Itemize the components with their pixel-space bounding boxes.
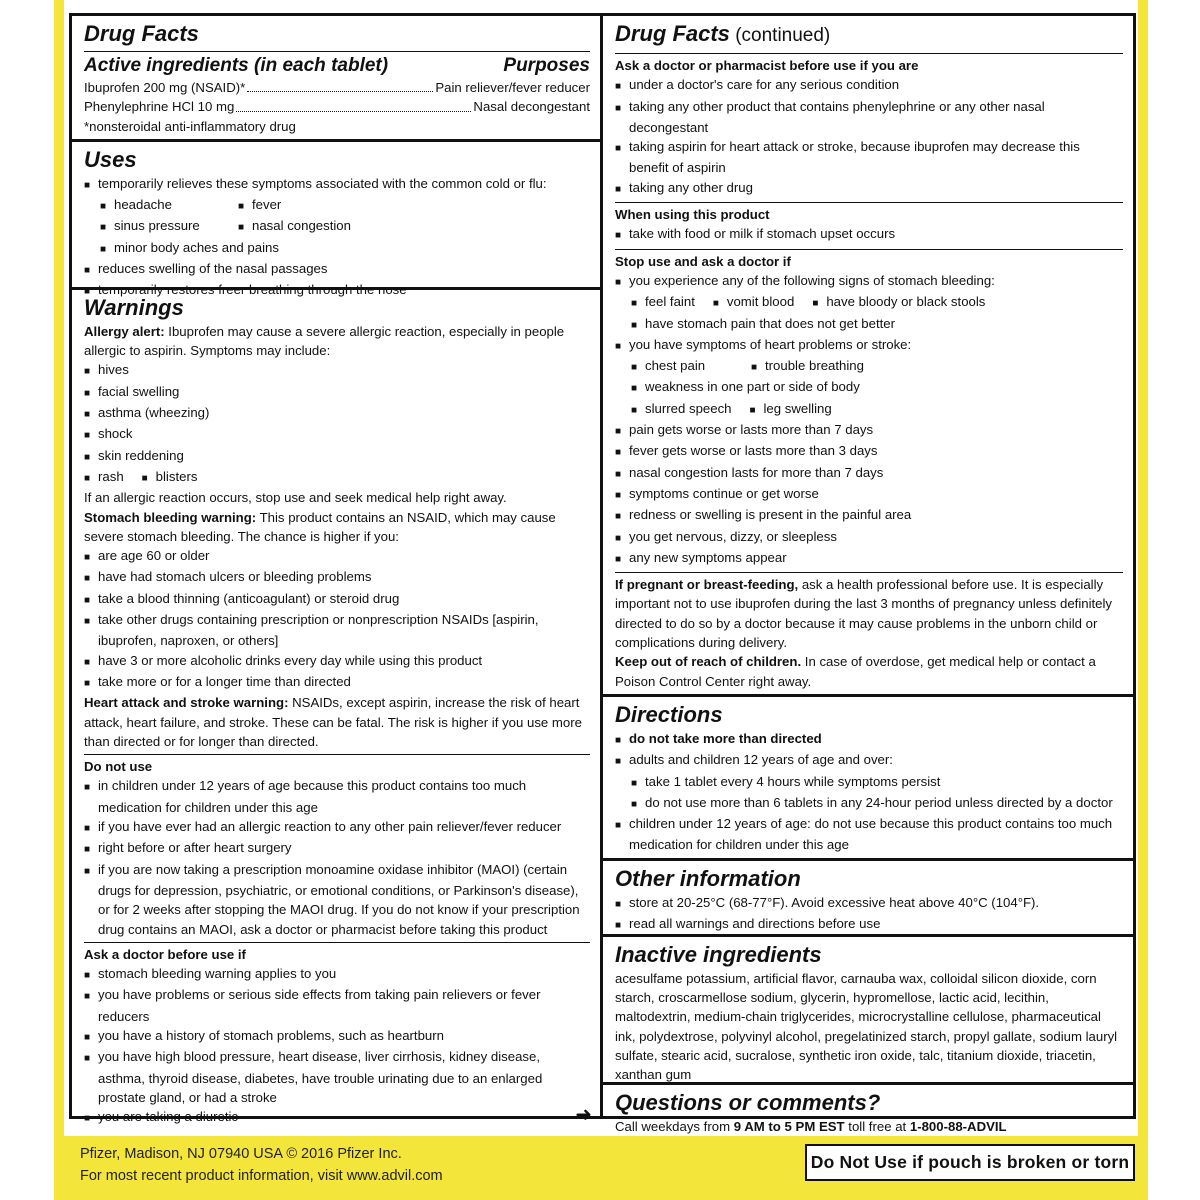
drug-facts-title: Drug Facts: [84, 21, 199, 46]
list-item: ■ reduces swelling of the nasal passages: [84, 259, 590, 280]
list-item: ■ any new symptoms appear: [615, 548, 1123, 569]
other-information-section: [603, 858, 1133, 934]
ingredient-row: Ibuprofen 200 mg (NSAID)* Pain reliever/fever reducer: [84, 80, 590, 95]
questions-heading: Questions or comments?: [615, 1089, 881, 1115]
list-item: ■ taking any other product that contains phenylephrine or any other nasal decongestant: [615, 97, 1123, 138]
symptom-row: ■ headache ■ fever: [84, 195, 590, 216]
list-item: ■ are age 60 or older: [84, 546, 590, 567]
list-item: ■ you have problems or serious side effects from taking pain relievers or fever reducers: [84, 985, 590, 1026]
warnings-section: [72, 287, 600, 1132]
questions-section: [603, 1082, 1133, 1139]
inactive-ingredients-text: acesulfame potassium, artificial flavor, carnauba wax, colloidal silicon dioxide, corn starch, croscarmellose sodium, glycerin, hypromellose, lactic acid, lecithin, maltodextrin, medium-chain triglycerides, microcrystalline cellulose, pharmaceutical ink, polydextrose, polyvinyl alcohol, pregelatinized starch, propyl gallate, sodium lauryl sulfate, stearic acid, sucralose, synthetic iron oxide, talc, titanium dioxide, triacetin, xanthan gum: [615, 970, 1118, 1083]
list-item: ■ have had stomach ulcers or bleeding problems: [84, 567, 590, 588]
list-item: ■ adults and children 12 years of age and over:: [615, 750, 1123, 771]
list-item: ■ take 1 tablet every 4 hours while symptoms persist: [615, 772, 1123, 793]
drug-facts-left-panel: [69, 13, 603, 1127]
drug-facts-continued-title: Drug Facts (continued): [615, 21, 831, 46]
phone-number: 1-800-88-ADVIL: [909, 1118, 1007, 1134]
symptom-row: ■ sinus pressure ■ nasal congestion: [84, 216, 590, 237]
list-item: ■ take a blood thinning (anticoagulant) or steroid drug: [84, 589, 590, 610]
when-using-heading: When using this product: [615, 207, 770, 223]
list-item: ■ do not use more than 6 tablets in any 24-hour period unless directed by a doctor: [615, 793, 1123, 814]
list-item: ■ children under 12 years of age: do not use because this product contains too much medication for children under this age: [615, 814, 1123, 855]
list-item: ■ temporarily relieves these symptoms associated with the common cold or flu:: [84, 174, 590, 195]
stop-use-heading: Stop use and ask a doctor if: [615, 253, 791, 269]
other-information-heading: Other information: [615, 865, 801, 891]
list-item: ■ take with food or milk if stomach upset occurs: [615, 224, 1123, 245]
list-item: ■ weakness in one part or side of body: [615, 377, 1123, 398]
list-item: ■ stomach bleeding warning applies to you: [84, 964, 590, 985]
list-item: ■ facial swelling: [84, 382, 590, 403]
list-item: ■ you experience any of the following signs of stomach bleeding:: [615, 271, 1123, 292]
list-item: ■ if you have ever had an allergic reaction to any other pain reliever/fever reducer: [84, 817, 590, 838]
continued-section: [603, 16, 1133, 694]
ask-pharmacist-heading: Ask a doctor or pharmacist before use if you are: [615, 58, 919, 73]
purposes-heading: Purposes: [503, 55, 590, 76]
continued-arrow-icon: ➜: [575, 1104, 592, 1127]
list-item: ■ you get nervous, dizzy, or sleepless: [615, 527, 1123, 548]
list-item: ■ hives: [84, 360, 590, 381]
manufacturer-line: Pfizer, Madison, NJ 07940 USA © 2016 Pfizer Inc.: [80, 1146, 402, 1162]
list-item: ■ taking aspirin for heart attack or stroke, because ibuprofen may decrease this benefit of aspirin: [615, 137, 1123, 178]
stomach-warning: Stomach bleeding warning: This product contains an NSAID, which may cause severe stomach bleeding. The chance is higher if you:: [84, 509, 556, 544]
list-item: ■ temporarily restores freer breathing through the nose: [84, 280, 590, 301]
inactive-ingredients-section: [603, 934, 1133, 1082]
list-item: ■ have 3 or more alcoholic drinks every day while using this product: [84, 651, 590, 672]
heart-signs-row: ■ chest pain ■ trouble breathing: [615, 356, 1123, 377]
list-item: ■ redness or swelling is present in the painful area: [615, 505, 1123, 526]
ingredient-row: Phenylephrine HCl 10 mg Nasal decongestant: [84, 99, 590, 115]
list-item: ■ do not take more than directed: [615, 729, 1123, 750]
keep-out-of-reach: Keep out of reach of children. In case of overdose, get medical help or contact a Poison Control Center right away.: [615, 654, 1096, 689]
warnings-heading: Warnings: [84, 294, 184, 320]
manufacturer-info: [80, 1143, 443, 1187]
list-item: ■ asthma (wheezing): [84, 403, 590, 424]
heart-warning: Heart attack and stroke warning: NSAIDs, except aspirin, increase the risk of heart attack, heart failure, and stroke. These can be fatal. The risk is higher if you use more than directed or for longer than directed.: [84, 695, 582, 749]
list-item: ■ take other drugs containing prescription or nonprescription NSAIDs [aspirin, ibuprofen, naproxen, or others]: [84, 610, 590, 651]
allergy-after: If an allergic reaction occurs, stop use and seek medical help right away.: [84, 490, 507, 506]
list-item: ■ you are taking a diuretic: [84, 1107, 590, 1128]
list-item: ■ shock: [84, 424, 590, 445]
list-item: ■ fever gets worse or lasts more than 3 days: [615, 441, 1123, 462]
list-item: ■ skin reddening: [84, 446, 590, 467]
uses-heading: Uses: [84, 146, 137, 172]
pouch-warning-box: Do Not Use if pouch is broken or torn: [805, 1144, 1135, 1181]
product-info-line: For most recent product information, visit www.advil.com: [80, 1168, 443, 1184]
ask-doctor-heading: Ask a doctor before use if: [84, 946, 246, 962]
list-item: ■ you have symptoms of heart problems or stroke:: [615, 335, 1123, 356]
nsaid-footnote: *nonsteroidal anti-inflammatory drug: [84, 118, 296, 134]
questions-text: Call weekdays from 9 AM to 5 PM EST toll free at 1-800-88-ADVIL: [615, 1118, 1007, 1134]
pregnancy-warning: If pregnant or breast-feeding, ask a health professional before use. It is especially important not to use ibuprofen during the last 3 months of pregnancy unless definitely directed to do so by a doctor because it may cause problems in the unborn child or complications during delivery.: [615, 577, 1113, 651]
allergy-pair: ■ rash ■ blisters: [84, 467, 590, 488]
list-item: ■ under a doctor's care for any serious condition: [615, 75, 1123, 96]
list-item: ■ if you are now taking a prescription monoamine oxidase inhibitor (MAOI) (certain drugs for depression, psychiatric, or emotional conditions, or Parkinson's disease), or for 2 weeks after stopping the MAOI drug. If you do not know if your prescription drug contains an MAOI, ask a doctor or pharmacist before taking this product: [84, 860, 590, 939]
list-item: ■ take more or for a longer time than directed: [84, 672, 590, 693]
yellow-border-left: [54, 0, 64, 1200]
list-item: ■ pain gets worse or lasts more than 7 days: [615, 420, 1123, 441]
list-item: ■ read all warnings and directions before use: [615, 914, 1123, 935]
list-item: ■ nasal congestion lasts for more than 7 days: [615, 463, 1123, 484]
directions-section: [603, 694, 1133, 858]
directions-heading: Directions: [615, 701, 723, 727]
heart-signs-row: ■ slurred speech ■ leg swelling: [615, 399, 1123, 420]
list-item: ■ have stomach pain that does not get better: [615, 314, 1123, 335]
active-ingredients-heading: Active ingredients (in each tablet) Purposes: [84, 55, 590, 76]
list-item: ■ symptoms continue or get worse: [615, 484, 1123, 505]
list-item: ■ store at 20-25°C (68-77°F). Avoid excessive heat above 40°C (104°F).: [615, 893, 1123, 914]
yellow-border-right: [1138, 0, 1148, 1200]
list-item: ■ in children under 12 years of age because this product contains too much medication for children under this age: [84, 776, 590, 817]
drug-facts-right-panel: [603, 13, 1136, 1134]
active-ingredients-section: [72, 16, 600, 139]
inactive-ingredients-heading: Inactive ingredients: [615, 941, 822, 967]
list-item: ■ you have high blood pressure, heart disease, liver cirrhosis, kidney disease, asthma, thyroid disease, diabetes, have trouble urinating due to an enlarged prostate gland, or had a stroke: [84, 1047, 590, 1107]
uses-section: [72, 139, 600, 298]
symptom-row: ■ minor body aches and pains: [84, 238, 590, 259]
list-item: ■ right before or after heart surgery: [84, 838, 590, 859]
bleed-signs-row: ■ feel faint ■ vomit blood ■ have bloody or black stools: [615, 292, 1123, 313]
list-item: ■ you have a history of stomach problems, such as heartburn: [84, 1026, 590, 1047]
allergy-alert: Allergy alert: Ibuprofen may cause a severe allergic reaction, especially in people allergic to aspirin. Symptoms may include:: [84, 323, 565, 359]
list-item: ■ taking any other drug: [615, 178, 1123, 199]
do-not-use-heading: Do not use: [84, 759, 153, 775]
